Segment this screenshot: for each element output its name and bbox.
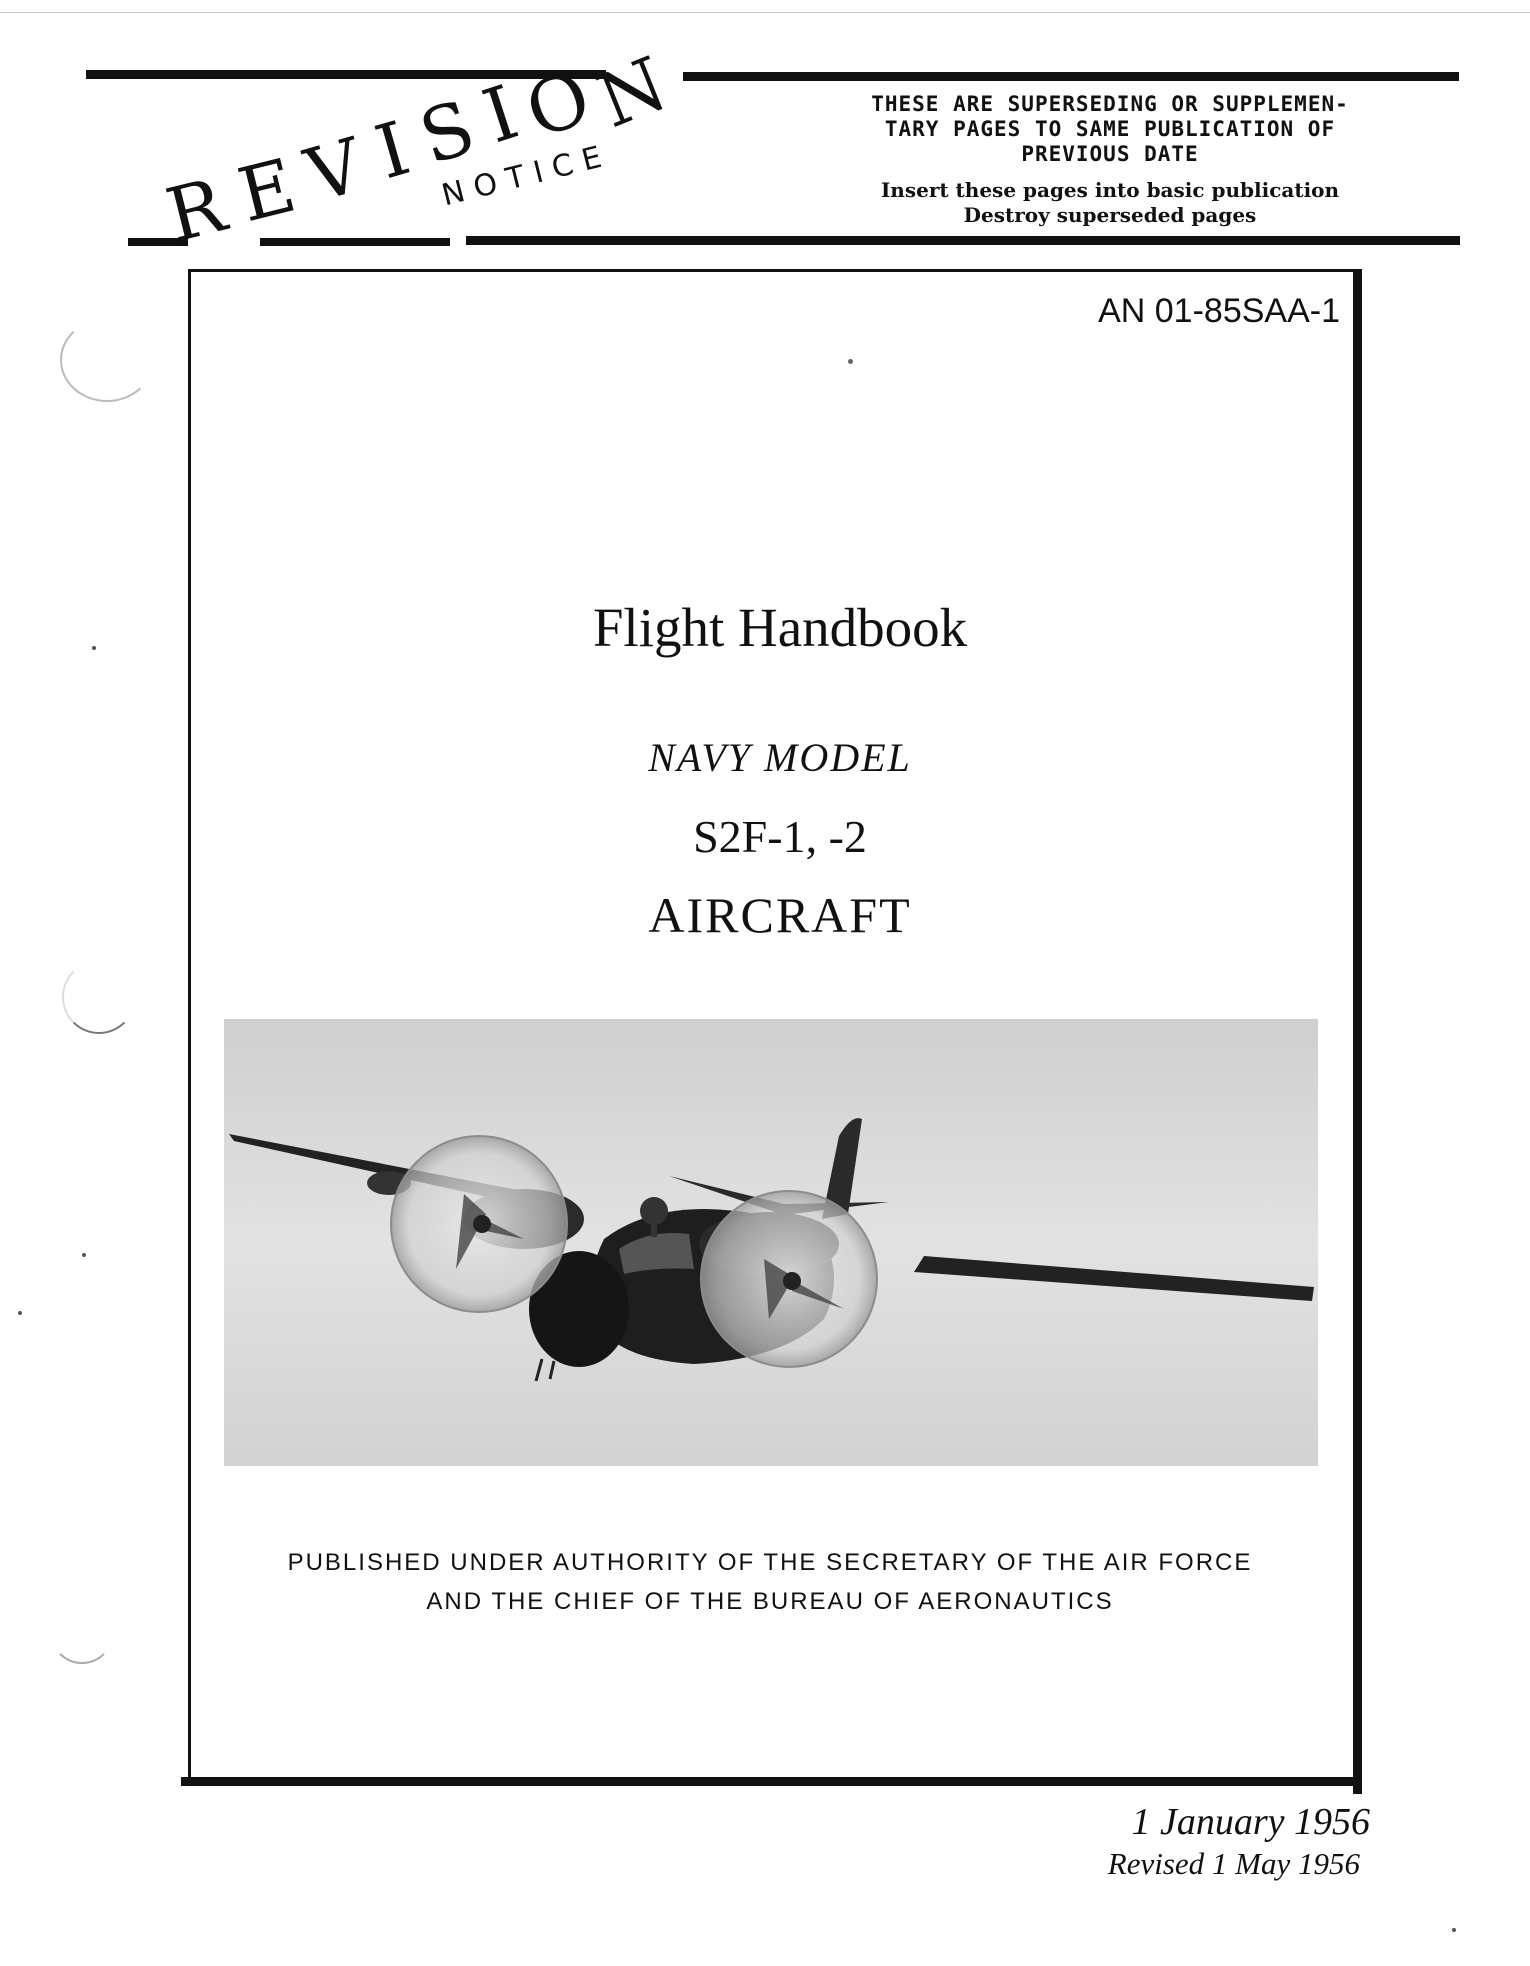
supersede-notice [810,92,1410,167]
authority-line: PUBLISHED UNDER AUTHORITY OF THE SECRETARY OF THE AIR FORCE [287,1549,1253,1576]
aircraft-designation: S2F-1, -2 [693,811,867,862]
insert-line: Destroy superseded pages [963,203,1257,227]
publication-number: AN 01-85SAA-1 [1098,292,1340,330]
insert-instructions [850,178,1370,228]
supersede-line: THESE ARE SUPERSEDING OR SUPPLEMEN- [871,92,1349,116]
scan-speck [92,646,96,650]
scan-speck [848,359,853,364]
frame-shadow-right [1353,269,1362,1794]
supersede-line: PREVIOUS DATE [1021,142,1199,166]
frame-shadow-bottom [181,1777,1362,1786]
aircraft-type: AIRCRAFT [648,887,912,943]
insert-line: Insert these pages into basic publication [880,178,1340,202]
binder-hole-shadow [62,960,136,1034]
binder-hole-shadow [60,318,154,402]
authority-statement [250,1543,1290,1621]
header-top-rule-right [683,72,1459,81]
page-title: Flight Handbook [592,597,968,658]
scan-speck [18,1311,22,1315]
authority-line: AND THE CHIEF OF THE BUREAU OF AERONAUTICS [426,1588,1114,1615]
issue-date: 1 January 1956 [1131,1801,1370,1843]
scan-speck [1452,1928,1456,1932]
model-line: NAVY MODEL [648,735,912,780]
scan-speck [82,1253,86,1257]
binder-hole-shadow [50,1600,114,1664]
revision-notice-stamp: R E V I S I O N NOTICE [158,41,679,260]
revised-date: Revised 1 May 1956 [1107,1846,1360,1881]
supersede-line: TARY PAGES TO SAME PUBLICATION OF [884,117,1336,141]
scan-edge-line [0,12,1530,13]
aircraft-photo [224,1019,1318,1466]
